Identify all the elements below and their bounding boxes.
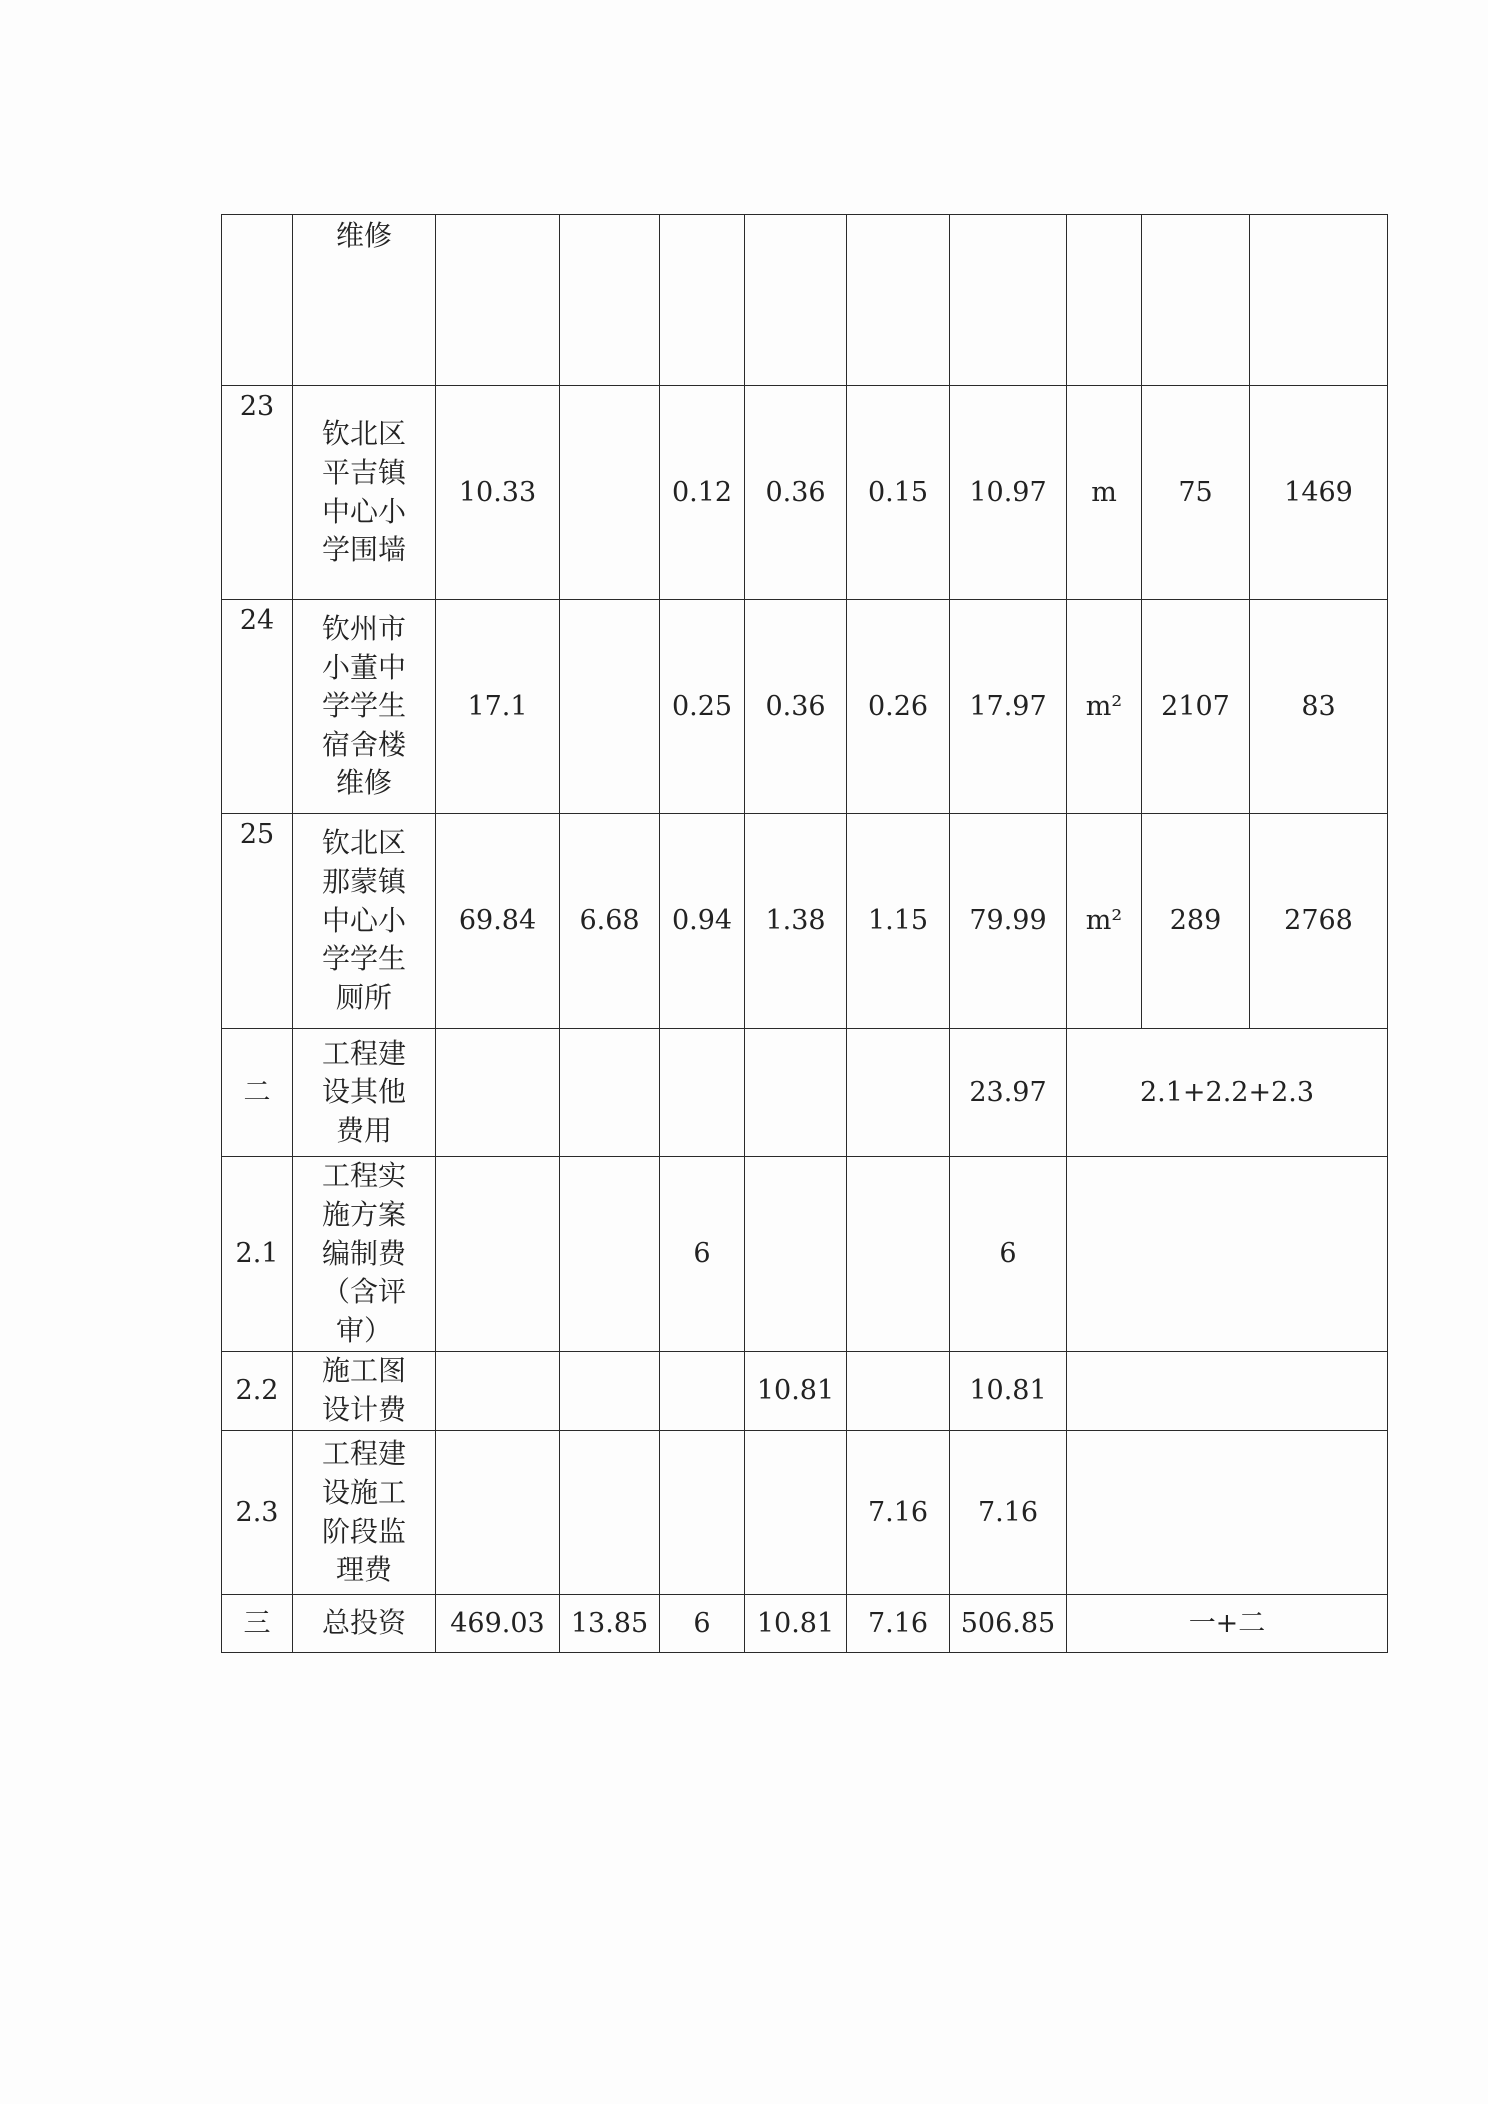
table-cell-row-number [221,1430,293,1595]
table-cell-unit-text: m [1091,476,1117,508]
table-cell-supervision-fee-text: 7.16 [867,1607,929,1639]
table-cell-total [949,1028,1067,1157]
table-cell-construction-cost-text: 69.84 [458,905,537,937]
table-cell-quantity-text: 75 [1178,476,1213,508]
table-cell-equipment-cost [559,813,660,1029]
table-cell-design-fee-text: 1.38 [765,905,826,937]
table-cell-design-fee [744,385,847,600]
table-cell-row-number [221,1351,293,1431]
table-cell-design-fee [744,599,847,814]
table-cell-total-text: 6 [999,1238,1017,1270]
table-cell-item-name-text: 钦州市小董中学学生宿舍楼维修 [321,611,406,800]
table-cell-row-number [221,385,293,600]
table-cell-supervision-fee [846,1156,950,1352]
table-cell-plan-fee [659,1430,745,1595]
table-cell-equipment-cost [559,1594,660,1653]
table-cell-formula-note [1066,1351,1388,1431]
table-cell-total [949,813,1067,1029]
table-cell-total-text: 79.99 [969,905,1047,937]
table-cell-plan-fee [659,1156,745,1352]
table-cell-supervision-fee-text: 1.15 [867,905,929,937]
table-cell-supervision-fee [846,599,950,814]
table-cell-construction-cost [435,1028,560,1157]
table-cell-equipment-cost [559,599,660,814]
table-cell-supervision-fee [846,813,950,1029]
table-cell-equipment-cost [559,385,660,600]
table-cell-item-name [292,1028,436,1157]
table-cell-quantity [1141,385,1250,600]
table-cell-design-fee [744,1430,847,1595]
table-cell-supervision-fee [846,385,950,600]
table-cell-unit-price-text: 83 [1301,690,1336,722]
table-cell-design-fee [744,1028,847,1157]
table-cell-design-fee-text: 10.81 [756,1375,835,1407]
table-cell-quantity-text: 289 [1169,905,1222,937]
table-cell-quantity [1141,599,1250,814]
table-cell-total [949,599,1067,814]
table-cell-item-name [292,1594,436,1653]
table-cell-plan-fee-text: 0.12 [671,476,733,508]
table-cell-plan-fee [659,1028,745,1157]
table-cell-unit-price [1249,385,1388,600]
table-cell-total [949,1156,1067,1352]
table-cell-row-number-text: 2.3 [235,1496,279,1528]
table-cell-unit-text: m² [1085,905,1123,937]
table-cell-item-name-text: 总投资 [321,1606,406,1640]
table-cell-row-number [221,1156,293,1352]
table-cell-design-fee-text: 0.36 [765,690,826,722]
table-cell-formula-note [1066,1594,1388,1653]
table-cell-unit [1066,599,1142,814]
table-cell-plan-fee [659,813,745,1029]
table-cell-supervision-fee-text: 0.26 [867,690,929,722]
table-cell-plan-fee-text: 6 [693,1238,711,1270]
table-cell-formula-note [1066,1156,1388,1352]
table-cell-design-fee-text: 10.81 [756,1607,835,1639]
table-cell-row-number-text: 三 [243,1607,271,1639]
table-cell-unit-price [1249,813,1388,1029]
table-cell-plan-fee-text: 0.25 [671,690,733,722]
table-cell-formula-note-text: 2.1+2.2+2.3 [1139,1076,1315,1108]
table-cell-unit [1066,385,1142,600]
table-cell-formula-note-text: 一+二 [1188,1607,1266,1639]
table-cell-construction-cost-text: 17.1 [467,690,528,722]
table-cell-supervision-fee-text: 0.15 [867,476,929,508]
table-cell-total [949,385,1067,600]
table-cell-item-name-text: 工程实施方案编制费（含评审） [321,1159,406,1347]
table-cell-item-name-text: 钦北区那蒙镇中心小学学生厕所 [321,826,406,1014]
table-cell-equipment-cost-text: 6.68 [579,905,640,937]
table-cell-supervision-fee-text: 7.16 [867,1496,929,1528]
table-cell-plan-fee-text: 0.94 [671,905,733,937]
table-cell-row-number [221,813,293,1029]
table-cell-item-name-text: 工程建设施工阶段监理费 [321,1437,406,1587]
table-cell-equipment-cost [559,1156,660,1352]
table-cell-equipment-cost [559,1351,660,1431]
table-cell-formula-note [1066,1430,1388,1595]
table-cell-equipment-cost-text: 13.85 [570,1607,649,1639]
investment-estimate-table [221,214,1387,1652]
table-cell-total-text: 17.97 [969,690,1047,722]
table-cell-quantity [1141,214,1250,386]
table-cell-total-text: 23.97 [969,1076,1047,1108]
table-cell-design-fee [744,813,847,1029]
table-cell-row-number [221,599,293,814]
table-cell-equipment-cost [559,1430,660,1595]
table-cell-plan-fee [659,385,745,600]
table-cell-equipment-cost [559,214,660,386]
table-cell-total-text: 7.16 [977,1496,1039,1528]
table-cell-row-number [221,1028,293,1157]
table-cell-item-name [292,813,436,1029]
table-cell-item-name [292,599,436,814]
table-cell-item-name [292,1351,436,1431]
table-cell-construction-cost [435,1594,560,1653]
table-cell-unit-price-text: 1469 [1284,476,1353,508]
table-cell-construction-cost-text: 469.03 [450,1607,545,1639]
table-cell-design-fee-text: 0.36 [765,476,826,508]
table-cell-item-name-text: 工程建设其他费用 [321,1036,406,1147]
table-cell-quantity [1141,813,1250,1029]
table-cell-total [949,214,1067,386]
table-cell-formula-note [1066,1028,1388,1157]
table-cell-total-text: 10.81 [969,1375,1047,1407]
table-cell-construction-cost [435,214,560,386]
table-cell-row-number [221,1594,293,1653]
table-cell-item-name-text: 维修 [335,219,392,252]
table-cell-construction-cost-text: 10.33 [458,476,537,508]
table-cell-design-fee [744,1594,847,1653]
table-cell-design-fee [744,1351,847,1431]
table-cell-construction-cost [435,1430,560,1595]
table-cell-construction-cost [435,1156,560,1352]
table-cell-equipment-cost [559,1028,660,1157]
table-cell-construction-cost [435,599,560,814]
table-cell-row-number-text: 23 [239,391,275,422]
table-cell-supervision-fee [846,214,950,386]
table-cell-design-fee [744,1156,847,1352]
table-cell-total [949,1430,1067,1595]
table-cell-total [949,1351,1067,1431]
table-cell-row-number-text: 25 [239,819,275,850]
table-cell-unit [1066,813,1142,1029]
table-cell-plan-fee [659,599,745,814]
table-cell-item-name-text: 施工图设计费 [321,1354,406,1426]
table-cell-construction-cost [435,1351,560,1431]
table-cell-total-text: 506.85 [960,1607,1056,1639]
table-cell-unit-price [1249,599,1388,814]
table-cell-unit-text: m² [1085,690,1123,722]
table-cell-row-number-text: 2.1 [235,1238,279,1270]
table-cell-supervision-fee [846,1594,950,1653]
table-cell-row-number [221,214,293,386]
table-cell-plan-fee-text: 6 [693,1607,711,1639]
table-cell-unit-price-text: 2768 [1284,905,1353,937]
table-cell-item-name-text: 钦北区平吉镇中心小学围墙 [321,417,406,567]
table-cell-unit [1066,214,1142,386]
table-cell-item-name [292,1156,436,1352]
table-cell-total [949,1594,1067,1653]
table-cell-row-number-text: 2.2 [235,1375,279,1407]
table-cell-supervision-fee [846,1430,950,1595]
table-cell-item-name [292,385,436,600]
table-cell-plan-fee [659,1594,745,1653]
table-cell-row-number-text: 二 [243,1076,271,1108]
table-cell-design-fee [744,214,847,386]
table-cell-plan-fee [659,214,745,386]
table-cell-construction-cost [435,813,560,1029]
table-cell-supervision-fee [846,1028,950,1157]
table-cell-total-text: 10.97 [969,476,1047,508]
table-cell-item-name [292,214,436,386]
table-cell-plan-fee [659,1351,745,1431]
table-cell-item-name [292,1430,436,1595]
table-cell-construction-cost [435,385,560,600]
table-cell-supervision-fee [846,1351,950,1431]
table-cell-row-number-text: 24 [239,605,275,636]
table-cell-quantity-text: 2107 [1161,690,1230,722]
table-cell-unit-price [1249,214,1388,386]
